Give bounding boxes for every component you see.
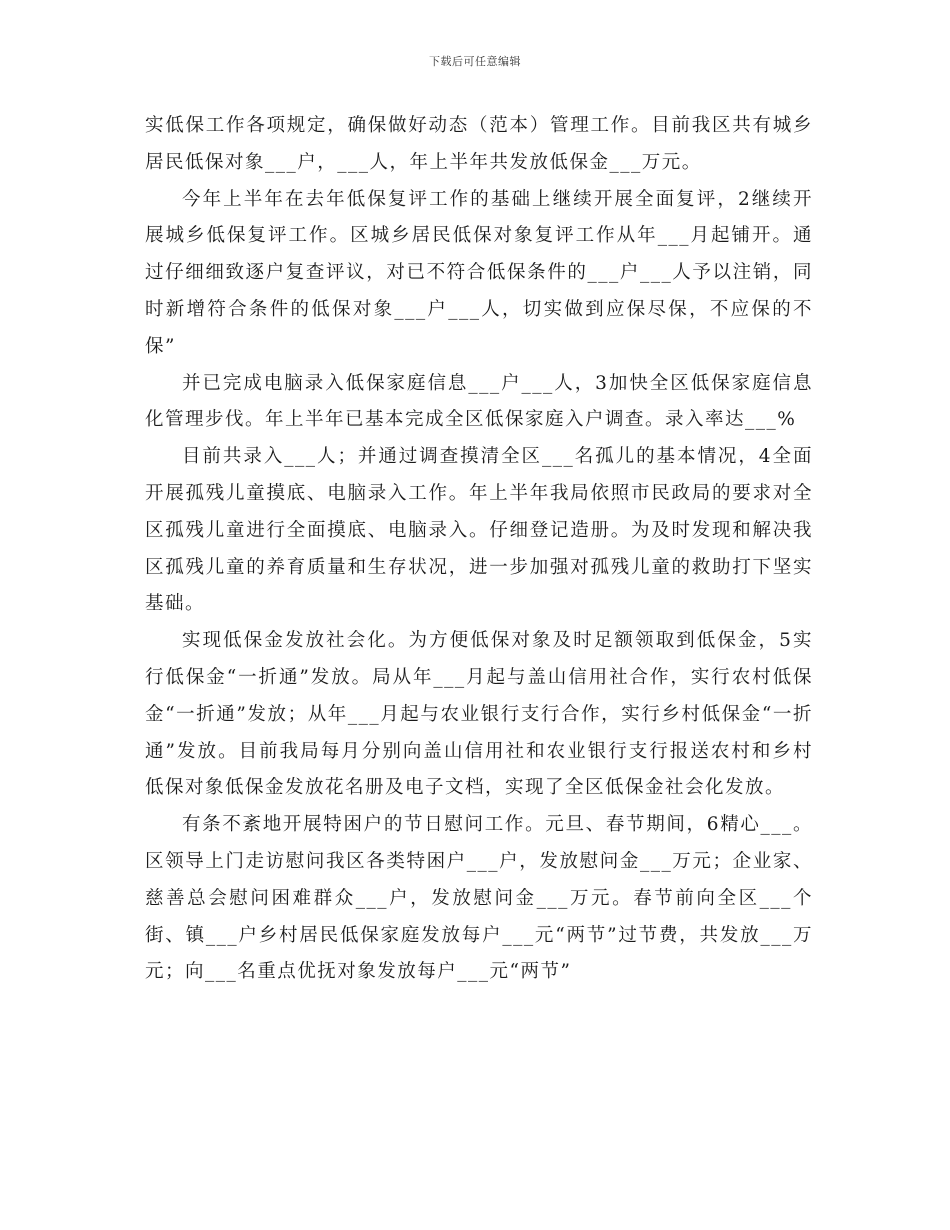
paragraph-2: 今年上半年在去年低保复评工作的基础上继续开展全面复评，2继续开展城乡低保复评工作。区城乡居民低保对象复评工作从年___月起铺开。通过仔细细致逐户复查评议，对已不符合低保条件的___户___人予以注销，同时新增符合条件的低保对象___户___人，切实做到应保尽保，不应保的不保” (145, 188, 813, 357)
document-body (145, 108, 813, 991)
paragraph-3: 并已完成电脑录入低保家庭信息___户___人，3加快全区低保家庭信息化管理步伐。年上半年已基本完成全区低保家庭入户调查。录入率达___% (145, 372, 813, 431)
paragraph-1: 实低保工作各项规定，确保做好动态（范本）管理工作。目前我区共有城乡居民低保对象___户，___人，年上半年共发放低保金___万元。 (145, 115, 813, 173)
page-header: 下载后可任意编辑 (429, 55, 521, 68)
paragraph-5: 实现低保金发放社会化。为方便低保对象及时足额领取到低保金，5实行低保金“一折通”发放。局从年___月起与盖山信用社合作，实行农村低保金“一折通”发放；从年___月起与农业银行支行合作，实行乡村低保金“一折通”发放。目前我局每月分别向盖山信用社和农业银行支行报送农村和乡村低保对象低保金发放花名册及电子文档，实现了全区低保金社会化发放。 (145, 630, 813, 799)
paragraph-6: 有条不紊地开展特困户的节日慰问工作。元旦、春节期间，6精心___。区领导上门走访慰问我区各类特困户___户，发放慰问金___万元；企业家、慈善总会慰问困难群众___户，发放慰问金___万元。春节前向全区___个街、镇___户乡村居民低保家庭发放每户___元“两节”过节费，共发放___万元；向___名重点优抚对象发放每户___元“两节” (145, 814, 813, 983)
paragraph-4: 目前共录入___人；并通过调查摸清全区___名孤儿的基本情况，4全面开展孤残儿童摸底、电脑录入工作。年上半年我局依照市民政局的要求对全区孤残儿童进行全面摸底、电脑录入。仔细登记造册。为及时发现和解决我区孤残儿童的养育质量和生存状况，进一步加强对孤残儿童的救助打下坚实基础。 (145, 446, 813, 615)
